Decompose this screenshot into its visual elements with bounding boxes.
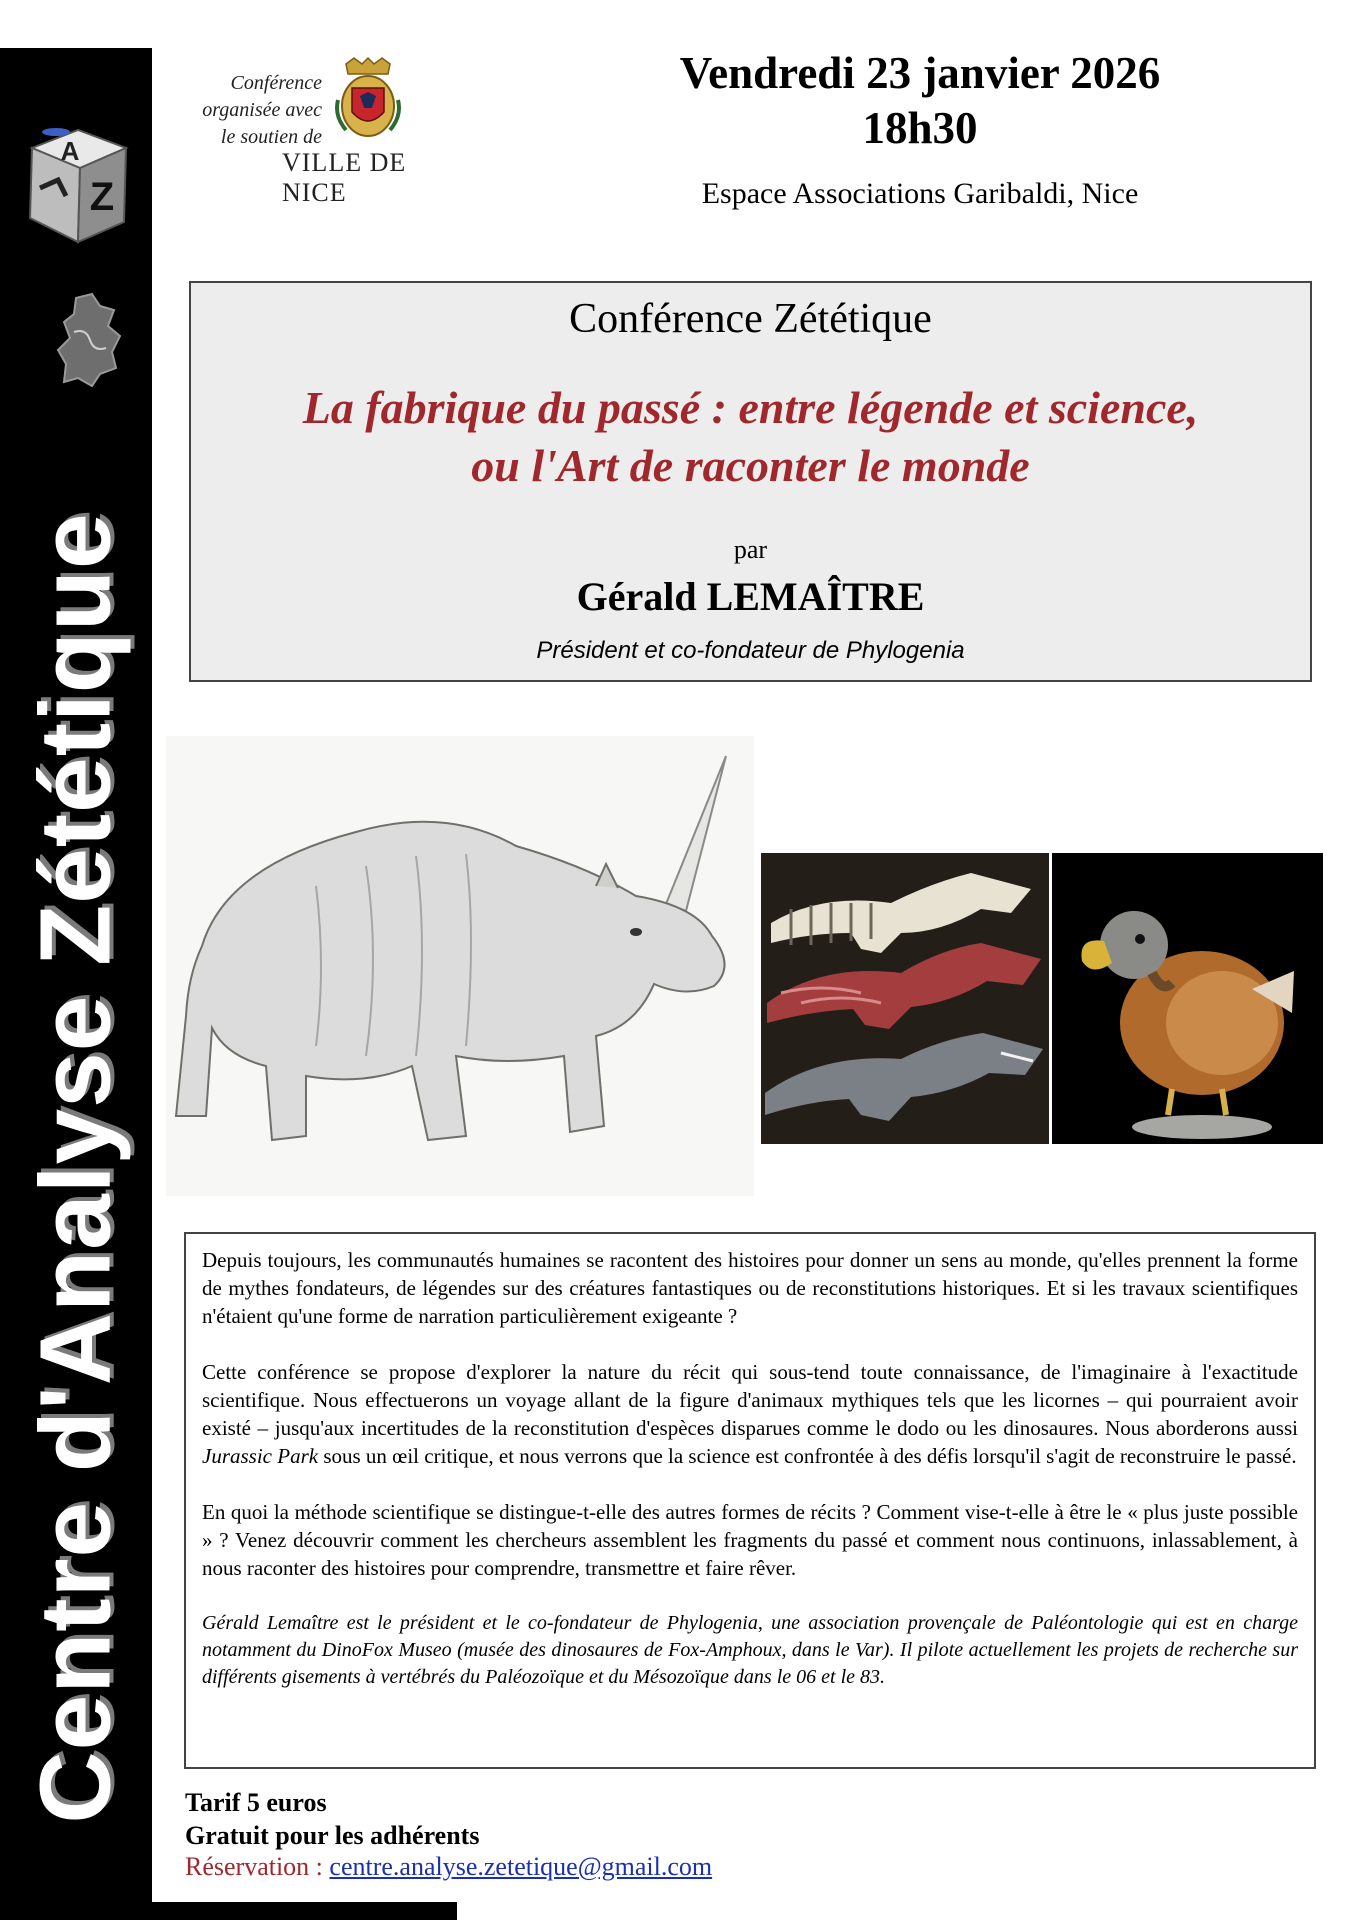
- speaker-role: Président et co-fondateur de Phylogenia: [536, 637, 965, 664]
- conference-title: [191, 379, 1310, 495]
- event-info: [620, 46, 1220, 212]
- bottom-bar: [152, 1902, 457, 1920]
- description-paragraph-3: En quoi la méthode scientifique se distingue-t-elle des autres formes de récits ? Comment vise-t-elle à être le « plus juste possible » ? Venez découvrir comment les chercheurs assemblent les fragments du passé et comment nous continuons, inlassablement, à nous raconter des histoires pour comprendre, transmettre et faire rêver.: [202, 1500, 1298, 1580]
- description-paragraph-2: [202, 1358, 1298, 1470]
- dinosaur-reconstruction-image: [761, 853, 1049, 1144]
- description-p2-italic: Jurassic Park: [202, 1444, 319, 1468]
- reservation-email-link[interactable]: centre.analyse.zetetique@gmail.com: [329, 1852, 713, 1881]
- conference-label: Conférence Zététique: [569, 296, 932, 342]
- cube-letter-z: Z: [89, 175, 115, 219]
- event-venue: Espace Associations Garibaldi, Nice: [701, 177, 1139, 210]
- description-paragraph-1: Depuis toujours, les communautés humaines se racontent des histoires pour donner un sens au monde, qu'elles prennent la forme de mythes fondateurs, de légendes sur des créatures fantastiques ou de reconstitutions historiques. Et si les travaux scientifiques n'étaient qu'une forme de narration particulièrement exigeante ?: [202, 1248, 1298, 1328]
- pricing: [185, 1786, 479, 1852]
- sponsor-block: [170, 56, 470, 207]
- conference-title-line-2: ou l'Art de raconter le monde: [471, 440, 1030, 491]
- reservation: [185, 1852, 712, 1882]
- vertical-title-container: [0, 48, 152, 1920]
- conference-by: par: [733, 535, 768, 564]
- sponsor-line-3: le soutien de: [220, 126, 322, 148]
- free-for-members: Gratuit pour les adhérents: [185, 1821, 480, 1850]
- rhino-illustration: [166, 736, 754, 1196]
- cube-letter-a: A: [60, 136, 80, 166]
- speaker-name: Gérald LEMAÎTRE: [576, 574, 925, 619]
- sponsor-line-2: organisée avec: [202, 99, 322, 121]
- description-p2-end: sous un œil critique, et nous verrons que la science est confrontée à des défis lorsqu'il s'agit de reconstruire le passé.: [318, 1444, 1297, 1468]
- event-date: Vendredi 23 janvier 2026: [679, 48, 1161, 98]
- description-p2-start: Cette conférence se propose d'explorer la nature du récit qui sous-tend toute connaissance, de l'imaginaire à l'exactitude scientifique. Nous effectuerons un voyage allant de la figure d'animaux mythiques tels que les licornes – qui pourraient avoir existé – jusqu'aux incertitudes de la reconstitution d'espèces disparues comme le dodo ou les dinosaures. Nous aborderons aussi: [202, 1360, 1298, 1440]
- sponsor-text: [170, 70, 322, 151]
- price: Tarif 5 euros: [185, 1788, 327, 1817]
- speaker-bio: Gérald Lemaître est le président et le co-fondateur de Phylogenia, une association provençale de Paléontologie qui est en charge notamment du DinoFox Museo (musée des dinosaures de Fox-Amphoux, dans le Var). Il pilote actuellement les projets de recherche sur différents gisements à vertébrés du Paléozoïque et du Mésozoïque dans le 06 et le 83.: [202, 1612, 1298, 1688]
- organization-name: Centre d'Analyse Zététique: [19, 512, 132, 1824]
- event-time: 18h30: [862, 103, 978, 153]
- dodo-image: [1052, 853, 1323, 1144]
- city-name: VILLE DE NICE: [282, 148, 407, 207]
- sponsor-line-1: Conférence: [230, 72, 322, 94]
- conference-title-line-1: La fabrique du passé : entre légende et science,: [302, 382, 1199, 433]
- conference-box: [189, 281, 1312, 682]
- description-box: [184, 1232, 1316, 1769]
- sidebar: [0, 48, 152, 1920]
- city-crest-icon: [332, 56, 404, 142]
- reservation-label: Réservation :: [185, 1852, 330, 1881]
